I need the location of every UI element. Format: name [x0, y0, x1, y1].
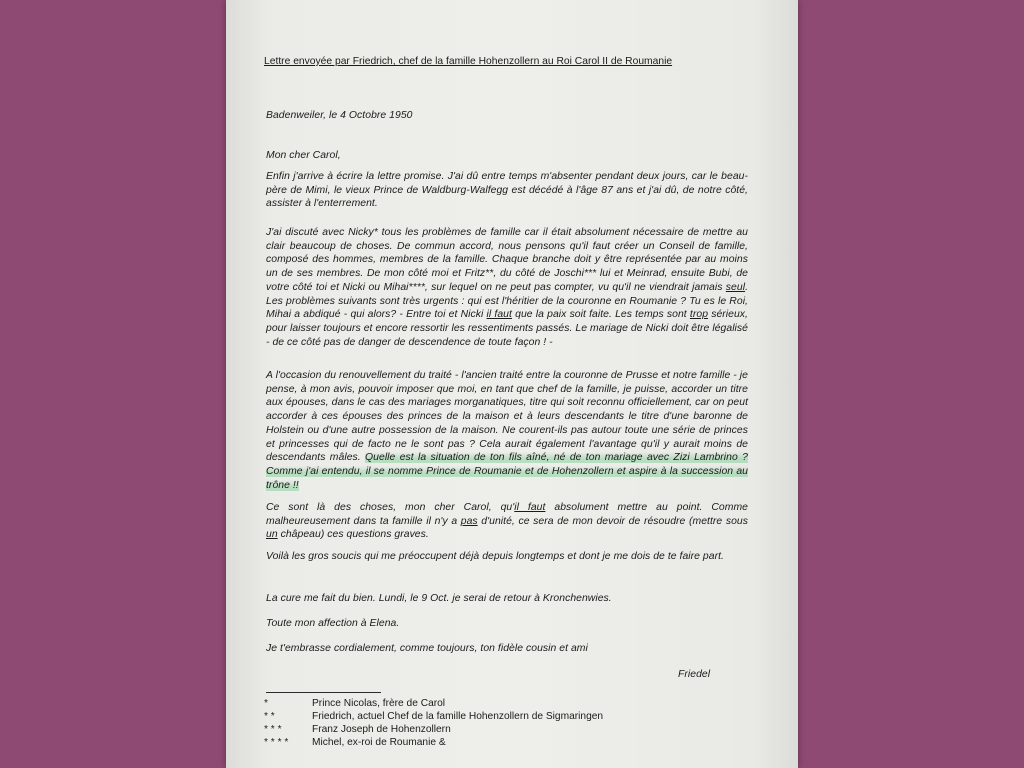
paragraph-2-text-a: J'ai discuté avec Nicky* tous les problèmes de famille car il était absolument nécessaire de mettre au clair beaucoup de choses. De commun accord, nous pensons qu'il faut créer un Conseil de famille, composé des hommes, membres de la famille. Chaque branche doit y être représentée par au moins un de ses membres. De mon côté moi et Fritz**, du côté de Joschi*** lui et Meinrad, ensuite Bubi, de votre côté toi et Nicki ou Mihai****, sur lequel on ne peut pas compter, vu qu'il ne viendrait jamais	[266, 227, 748, 293]
paragraph-4	[266, 501, 748, 542]
footnote-1	[264, 697, 724, 710]
paragraph-7: Toute mon affection à Elena.	[266, 618, 400, 629]
footnote-mark: * *	[264, 711, 275, 722]
closing-line: Je t'embrasse cordialement, comme toujours, ton fidèle cousin et ami	[266, 643, 588, 654]
signature: Friedel	[678, 669, 711, 680]
footnote-mark: * * * *	[264, 737, 289, 748]
paragraph-2-text-d: sérieux, pour laisser toujours et encore ressortir les ressentiments passés. Le mariage de Nicki doit être légalisé - de ce côté pas de danger de descendence de toute façon ! -	[266, 309, 748, 348]
footnote-4	[264, 736, 724, 749]
footnote-3	[264, 723, 724, 736]
highlighted-passage: Quelle est la situation de ton fils aîné, né de ton mariage avec Zizi Lambrino ? Comme j'ai entendu, il se nomme Prince de Roumanie et de Hohenzollern et aspire à la succession au trône !!	[266, 452, 748, 491]
paragraph-3	[266, 369, 748, 492]
paragraph-2	[266, 226, 748, 349]
paragraph-6: La cure me fait du bien. Lundi, le 9 Oct. je serai de retour à Kronchenwies.	[266, 593, 612, 604]
underlined-trop: trop	[689, 309, 709, 321]
footnote-text: Prince Nicolas, frère de Carol	[312, 698, 446, 709]
paragraph-4-text-d: châpeau) ces questions graves.	[277, 529, 429, 541]
footnote-mark: *	[264, 698, 268, 709]
footnote-text: Michel, ex-roi de Roumanie &	[312, 737, 446, 748]
paragraph-2-text-b: . Les problèmes suivants sont très urgents : qui est l'héritier de la couronne en Roumanie ? Tu es le Roi, Mihai a abdiqué - qui alors? - Entre toi et Nicki	[266, 281, 748, 321]
paragraph-5: Voilà les gros soucis qui me préoccupent déjà depuis longtemps et dont je me dois de te faire part.	[266, 551, 724, 562]
paragraph-4-text-a: Ce sont là des choses, mon cher Carol, qu'	[266, 502, 515, 513]
letter-salutation: Mon cher Carol,	[266, 150, 341, 161]
paragraph-2-text-c: que la paix soit faite. Les temps sont	[511, 309, 690, 321]
underlined-il-faut: il faut	[486, 309, 512, 321]
underlined-pas: pas	[460, 515, 478, 527]
footnote-rule	[266, 692, 381, 693]
footnote-text: Franz Joseph de Hohenzollern	[312, 724, 451, 735]
paragraph-1: Enfin j'arrive à écrire la lettre promise. J'ai dû entre temps m'absenter pendant deux jours, car le beau-père de Mimi, le vieux Prince de Waldburg-Walfegg est décédé à l'âge 87 ans et j'ai dû, de notre côté, assister à l'enterrement.	[266, 171, 748, 210]
underlined-seul: seul	[725, 281, 746, 293]
letter-dateline: Badenweiler, le 4 Octobre 1950	[266, 110, 413, 121]
document-title: Lettre envoyée par Friedrich, chef de la famille Hohenzollern au Roi Carol II de Roumanie	[264, 56, 673, 67]
paragraph-4-text-b: absolument mettre au point. Comme malheureusement dans ta famille il n'y a	[266, 502, 748, 527]
paragraph-3-text-a: A l'occasion du renouvellement du traité - l'ancien traité entre la couronne de Prusse et notre famille - je pense, à mon avis, pouvoir imposer que moi, en tant que chef de la famille, je puisse, accorder un titre aux épouses, dans le cas des mariages morganatiques, titre qui soit reconnu officiellement, car on peut accorder à ces épouses des princes de la maison et à leurs descendants le titre d'une baronne de Holstein ou d'une autre possession de la maison. Ne courent-ils pas autour toute une série de princes et princesses qui de facto ne le sont pas ? Cela aurait également l'avantage qu'il y aurait moins de descendants mâles.	[266, 370, 748, 464]
underlined-il-faut-2: il faut	[514, 502, 546, 513]
footnote-mark: * * *	[264, 724, 282, 735]
paragraph-4-text-c: d'unité, ce sera de mon devoir de résoudre (mettre sous	[477, 515, 748, 527]
footnote-2	[264, 710, 724, 723]
footnote-text: Friedrich, actuel Chef de la famille Hohenzollern de Sigmaringen	[312, 711, 604, 722]
letter-page	[226, 0, 798, 768]
underlined-un: un	[266, 529, 278, 541]
